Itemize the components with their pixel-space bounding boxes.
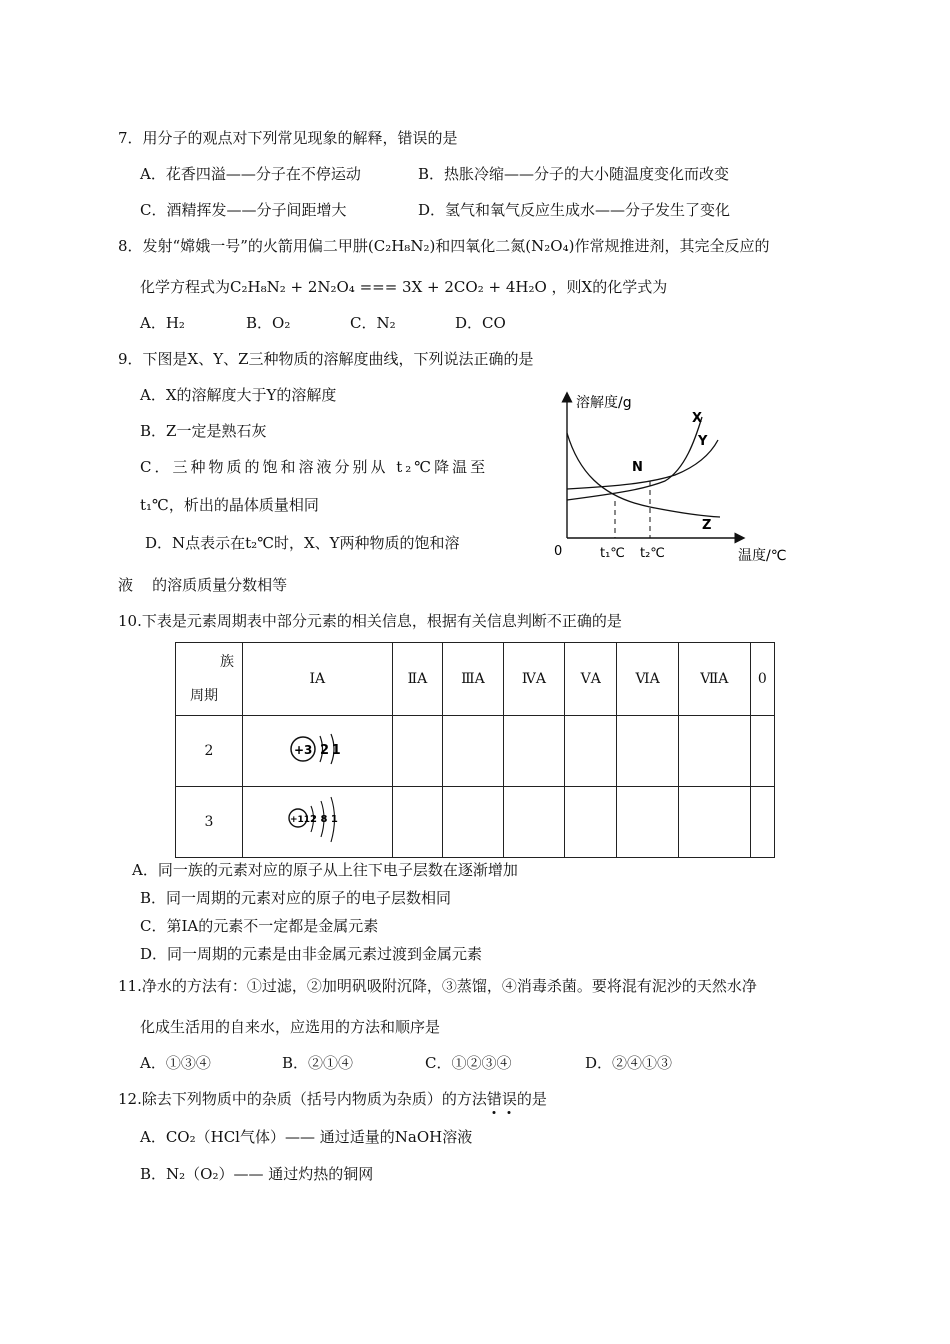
q10-option-b: B．同一周期的元素对应的原子的电子层数相同	[140, 889, 452, 907]
solubility-chart	[540, 385, 800, 570]
periodic-table	[175, 642, 775, 858]
q11-option-c: C．①②③④	[425, 1054, 512, 1072]
group-header: ⅢA	[443, 643, 503, 716]
q9-option-b: B．Z一定是熟石灰	[140, 422, 267, 440]
table-row	[176, 716, 775, 787]
group-header: ⅣA	[503, 643, 565, 716]
sodium-atom-diagram	[287, 790, 347, 850]
group-header: ⅡA	[392, 643, 443, 716]
q12-option-b: B．N₂（O₂）—— 通过灼热的铜网	[140, 1165, 374, 1183]
chart-origin: 0	[554, 544, 563, 559]
sodium-nucleus: +11	[290, 815, 311, 825]
q10-stem: 10.下表是元素周期表中部分元素的相关信息，根据有关信息判断不正确的是	[118, 612, 622, 630]
tick-t2: t₂℃	[640, 546, 665, 561]
q8-option-d: D．CO	[455, 314, 506, 332]
period-label: 2	[176, 716, 243, 787]
label-z: Z	[702, 518, 712, 533]
sodium-shells: 2 8 1	[310, 814, 339, 825]
group-header: ⅦA	[679, 643, 751, 716]
label-n: N	[632, 460, 643, 475]
chart-x-label: 温度/℃	[738, 548, 787, 564]
q7-option-b: B．热胀冷缩——分子的大小随温度变化而改变	[418, 165, 730, 183]
q8-option-c: C．N₂	[350, 314, 396, 332]
table-row	[176, 787, 775, 858]
q12-stem-emphasis-1: 错	[486, 1090, 502, 1108]
q7-option-c: C．酒精挥发——分子间距增大	[140, 201, 347, 219]
q9-option-d-line1: D．N点表示在t₂℃时，X、Y两种物质的饱和溶	[145, 534, 460, 552]
lithium-nucleus: +3	[294, 743, 313, 757]
q11-option-b: B．②①④	[282, 1054, 354, 1072]
corner-period-label: 周期	[190, 688, 218, 704]
q7-stem: 7．用分子的观点对下列常见现象的解释，错误的是	[118, 129, 458, 147]
q11-option-d: D．②④①③	[585, 1054, 673, 1072]
q8-option-a: A．H₂	[140, 314, 185, 332]
group-header: ⅠA	[243, 643, 393, 716]
label-y: Y	[698, 434, 708, 449]
q9-option-a: A．X的溶解度大于Y的溶解度	[140, 386, 337, 404]
table-header-row	[176, 643, 775, 716]
q12-stem-post: 的是	[516, 1090, 547, 1108]
q9-stem: 9．下图是X、Y、Z三种物质的溶解度曲线，下列说法正确的是	[118, 350, 534, 368]
corner-group-label: 族	[220, 654, 234, 670]
q9-option-c-line1: C．三种物质的饱和溶液分别从 t₂℃降温至	[140, 458, 489, 476]
q12-stem-emphasis-2: 误	[501, 1090, 517, 1108]
q10-option-a: A．同一族的元素对应的原子从上往下电子层数在逐渐增加	[132, 861, 518, 879]
q11-stem-line1: 11.净水的方法有：①过滤，②加明矾吸附沉降，③蒸馏，④消毒杀菌。要将混有泥沙的天然水净	[118, 977, 757, 995]
group-header: ⅥA	[617, 643, 679, 716]
q8-stem-line1: 8．发射“嫦娥一号”的火箭用偏二甲肼(C₂H₈N₂)和四氧化二氮(N₂O₄)作常规推进剂，其完全反应的	[118, 237, 770, 255]
q11-stem-line2: 化成生活用的自来水，应选用的方法和顺序是	[140, 1018, 441, 1036]
q12-option-a: A．CO₂（HCl气体）—— 通过适量的NaOH溶液	[140, 1128, 473, 1146]
q8-option-b: B．O₂	[246, 314, 291, 332]
group-header: ⅤA	[565, 643, 617, 716]
lithium-atom-cell	[243, 716, 393, 787]
group-header: 0	[750, 643, 774, 716]
table-corner	[176, 643, 243, 716]
q7-option-d: D．氢气和氧气反应生成水——分子发生了变化	[418, 201, 731, 219]
q9-option-c-line2: t₁℃，析出的晶体质量相同	[140, 496, 319, 514]
lithium-atom-diagram	[287, 724, 347, 774]
q7-option-a: A．花香四溢——分子在不停运动	[140, 165, 361, 183]
q10-option-c: C．第ⅠA的元素不一定都是金属元素	[140, 917, 379, 935]
chart-y-label: 溶解度/g	[576, 395, 632, 411]
q12-stem-pre: 12.除去下列物质中的杂质（括号内物质为杂质）的方法	[118, 1090, 487, 1108]
period-label: 3	[176, 787, 243, 858]
lithium-shells: 2 1	[320, 743, 340, 758]
q11-option-a: A．①③④	[140, 1054, 211, 1072]
sodium-atom-cell	[243, 787, 393, 858]
label-x: X	[692, 411, 703, 426]
q12-stem	[118, 1089, 547, 1109]
tick-t1: t₁℃	[600, 546, 625, 561]
q8-stem-line2: 化学方程式为C₂H₈N₂ + 2N₂O₄ === 3X + 2CO₂ + 4H₂O ，则X的化学式为	[140, 278, 668, 296]
q10-option-d: D．同一周期的元素是由非金属元素过渡到金属元素	[140, 945, 483, 963]
q9-option-d-line2: 液 的溶质质量分数相等	[118, 576, 288, 594]
